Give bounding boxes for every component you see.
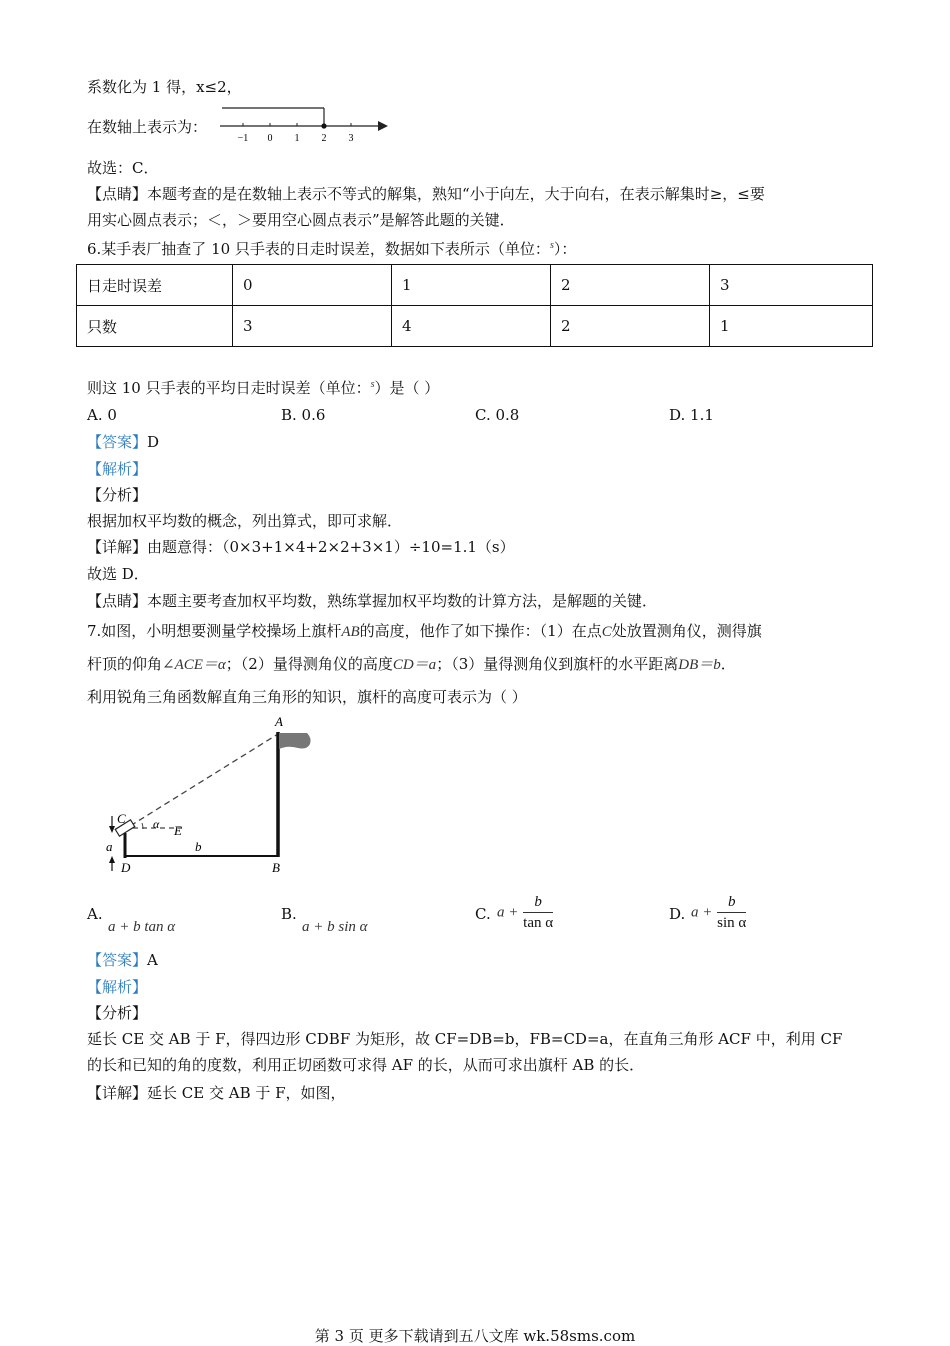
tip-text: 本题主要考查加权平均数，熟练掌握加权平均数的计算方法，是解题的关键． <box>147 592 658 610</box>
q7-text: ． <box>720 655 736 673</box>
page-footer: 第 3 页 更多下载请到五八文库 wk.58sms.com <box>314 1327 636 1345</box>
figure-label-b: B <box>272 860 280 875</box>
answer-value: D <box>147 433 160 451</box>
number-line-label: 在数轴上表示为： <box>87 118 208 136</box>
tip-line <box>87 591 657 611</box>
text-line: 故选：C． <box>87 159 159 177</box>
frac-num: b <box>717 892 746 913</box>
tip-tag: 【点睛】 <box>87 592 148 610</box>
answer-line <box>87 950 158 970</box>
figure-label-e: E <box>174 823 182 838</box>
detail-line <box>87 537 515 557</box>
frac-den: tan α <box>523 915 554 931</box>
q6-ask-text: 则这 10 只手表的平均日走时误差（单位： <box>87 379 371 397</box>
q6-ask-suffix: ）是（ ） <box>374 379 440 397</box>
q6-option-a: A. 0 <box>87 406 117 424</box>
table-cell: 0 <box>233 265 392 306</box>
question-7-line-1 <box>87 621 762 642</box>
q7-option-b-expr: a + b sin α <box>302 919 368 935</box>
q7-option-a-label: A. <box>87 905 103 923</box>
fraction <box>717 892 746 933</box>
q7-option-d-expr <box>691 892 746 933</box>
table-cell: 1 <box>710 306 873 347</box>
number-line-tick: 1 <box>294 133 300 144</box>
question-7-line-3: 利用锐角三角函数解直角三角形的知识，旗杆的高度可表示为（ ） <box>87 688 527 706</box>
number-line-tick: −1 <box>237 133 249 144</box>
table-row <box>77 306 873 347</box>
figure-label-c: C <box>117 811 126 826</box>
table-cell: 只数 <box>77 306 233 347</box>
figure-label-b-side: b <box>195 839 202 854</box>
figure-label-d: D <box>121 860 131 875</box>
error-table <box>76 264 873 347</box>
math-cd: CD＝a <box>392 657 437 673</box>
math-ab: AB <box>341 624 360 640</box>
detail-tag: 【详解】 <box>87 1084 148 1102</box>
flagpole-figure <box>100 712 350 882</box>
fenxi-text: 的长和已知的角的度数，利用正切函数可求得 AF 的长，从而可求出旗杆 AB 的长． <box>87 1056 645 1074</box>
table-row <box>77 265 873 306</box>
q7-text: 杆顶的仰角 <box>87 655 163 673</box>
question-6-ask <box>87 375 439 398</box>
frac-den: sin α <box>717 915 747 931</box>
math-angle: ∠ACE＝α <box>162 657 226 673</box>
analysis-tag: 【解析】 <box>87 978 148 996</box>
q7-option-c-expr <box>497 892 553 933</box>
figure-label-alpha: α <box>153 817 160 831</box>
table-cell: 2 <box>551 306 710 347</box>
q7-option-d-label: D. <box>669 905 686 923</box>
q6-text: 6.某手表厂抽查了 10 只手表的日走时误差，数据如下表所示（单位： <box>87 240 550 258</box>
tip-tag: 【点睛】 <box>87 185 148 203</box>
fenxi-tag: 【分析】 <box>87 486 148 504</box>
detail-text: 延长 CE 交 AB 于 F，如图， <box>147 1084 346 1102</box>
table-cell: 1 <box>392 265 551 306</box>
frac-num: b <box>523 892 553 913</box>
q7-text: 7.如图，小明想要测量学校操场上旗杆 <box>87 622 342 640</box>
q6-option-d: D. 1.1 <box>669 406 714 424</box>
fenxi-tag: 【分析】 <box>87 1004 148 1022</box>
answer-value: A <box>147 951 158 969</box>
q6-suffix: ）： <box>553 240 577 258</box>
detail-line <box>87 1083 346 1103</box>
table-cell: 4 <box>392 306 551 347</box>
answer-tag: 【答案】 <box>87 951 148 969</box>
math-db: DB＝b <box>678 657 721 673</box>
answer-tag: 【答案】 <box>87 433 148 451</box>
q6-option-b: B. 0.6 <box>281 406 326 424</box>
question-6 <box>87 236 576 259</box>
answer-line <box>87 432 159 452</box>
figure-label-a-side: a <box>106 839 113 854</box>
tip-text: 本题考查的是在数轴上表示不等式的解集，熟知“小于向左，大于向右，在表示解集时≥，≤要 <box>147 185 765 203</box>
table-cell: 日走时误差 <box>77 265 233 306</box>
fenxi-text: 根据加权平均数的概念，列出算式，即可求解． <box>87 512 403 530</box>
analysis-tag: 【解析】 <box>87 460 148 478</box>
q7-text: 处放置测角仪，测得旗 <box>611 622 762 640</box>
math-c: C <box>601 624 612 640</box>
unit-s: s <box>549 240 554 251</box>
q7-option-a-expr: a + b tan α <box>108 919 176 935</box>
detail-text: 由题意得：（0×3+1×4+2×2+3×1）÷10=1.1（s） <box>147 538 515 556</box>
number-line-figure <box>218 104 390 146</box>
fraction <box>523 892 553 933</box>
number-line-tick: 3 <box>348 133 354 144</box>
tip-line <box>87 184 765 204</box>
detail-tag: 【详解】 <box>87 538 148 556</box>
table-cell: 3 <box>710 265 873 306</box>
frac-prefix: a + <box>691 904 713 921</box>
q7-text: ；（3）量得测角仪到旗杆的水平距离 <box>436 655 679 673</box>
text-line: 用实心圆点表示；＜，＞要用空心圆点表示”是解答此题的关键． <box>87 211 515 229</box>
number-line-tick: 0 <box>267 133 273 144</box>
choose-line: 故选 D． <box>87 565 149 583</box>
q7-option-c-label: C. <box>475 905 491 923</box>
figure-label-a-top: A <box>275 714 283 729</box>
number-line-tick: 2 <box>321 133 327 144</box>
text-line: 系数化为 1 得，x≤2， <box>87 78 242 96</box>
q7-text: 的高度，他作了如下操作：（1）在点 <box>359 622 602 640</box>
fenxi-text: 延长 CE 交 AB 于 F，得四边形 CDBF 为矩形，故 CF=DB=b，FB=CD=a，在直角三角形 ACF 中，利用 CF <box>87 1030 843 1048</box>
q6-option-c: C. 0.8 <box>475 406 520 424</box>
table-cell: 2 <box>551 265 710 306</box>
table-cell: 3 <box>233 306 392 347</box>
question-7-line-2 <box>87 654 736 675</box>
q7-text: ；（2）量得测角仪的高度 <box>225 655 393 673</box>
q7-option-b-label: B. <box>281 905 297 923</box>
unit-s: s <box>370 379 375 390</box>
frac-prefix: a + <box>497 904 519 921</box>
